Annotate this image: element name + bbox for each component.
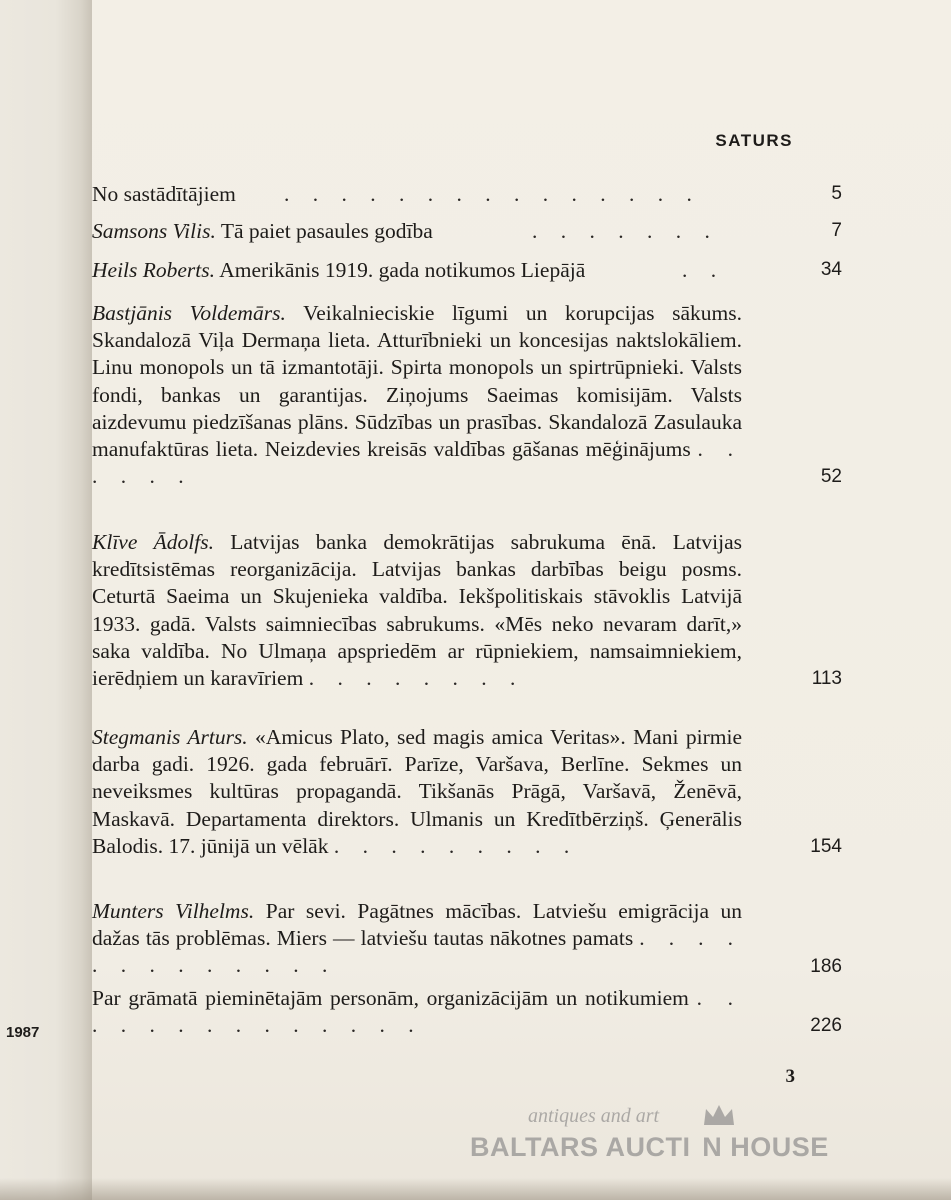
page-number: 3 bbox=[785, 1066, 795, 1087]
author-name: Stegmanis Arturs. bbox=[92, 725, 248, 749]
toc-entry-samsons bbox=[92, 215, 842, 247]
margin-year: 1987 bbox=[6, 1024, 40, 1041]
toc-entry-title: Latvijas banka demokrātijas sabrukuma ēnā. Latvijas kredītsistēmas reorganizācija. Latvijas bankas darbības beigu posms. Ceturtā Saeima un Skujenieka valdība. Iekšpolitiskais stāvoklis Latvijā 1933. gadā. Valsts saimniecības sabrukums. «Mēs neko nevaram darīt,» saka valdība. No Ulmaņa apspriedēm ar rūpniekiem, namsaimniekiem, ierēdņiem un karavīriem bbox=[92, 530, 742, 691]
page-edge-shadow bbox=[0, 1178, 951, 1200]
toc-entry-munters bbox=[92, 898, 842, 980]
author-name: Bastjānis Voldemārs. bbox=[92, 301, 286, 325]
page-ref: 113 bbox=[811, 668, 842, 690]
leader-dots: . . . . . . . . bbox=[308, 666, 525, 691]
toc-entry-bastjanis bbox=[92, 300, 842, 490]
toc-entry-stegmanis bbox=[92, 724, 842, 860]
page-ref: 52 bbox=[820, 466, 842, 488]
author-name: Munters Vilhelms. bbox=[92, 899, 255, 923]
page-ref: 226 bbox=[810, 1015, 842, 1037]
toc-entry-index bbox=[92, 985, 842, 1039]
author-name: Heils Roberts. bbox=[92, 258, 216, 282]
toc-entry-title: No sastādītājiem bbox=[92, 182, 236, 206]
leader-dots: . . . . . . bbox=[92, 437, 743, 489]
watermark-tagline: antiques and art bbox=[528, 1105, 660, 1127]
toc-entry-title: Par sevi. Pagātnes mācības. Latviešu emigrācija un dažas tās problēmas. Miers — latviešu tautas nākotnes pamats bbox=[92, 899, 743, 951]
page-ref: 5 bbox=[831, 183, 842, 204]
toc-entry-title: Par grāmatā pieminētajām personām, organizācijām un notikumiem bbox=[92, 986, 689, 1010]
toc-entry-heils bbox=[92, 254, 842, 286]
toc-entry-klive bbox=[92, 529, 842, 692]
author-name: Klīve Ādolfs. bbox=[92, 530, 214, 554]
leader-dots: . . bbox=[682, 258, 726, 282]
contents-heading: SATURS bbox=[715, 131, 793, 150]
leader-dots: . . . . . . . . . bbox=[333, 833, 579, 858]
author-name: Samsons Vilis. bbox=[92, 219, 216, 243]
page-ref: 186 bbox=[810, 955, 842, 977]
watermark-brand: BALTARS AUCTI N HOUSE bbox=[470, 1132, 829, 1162]
leader-dots: . . . . . . . . . . . . . . bbox=[92, 986, 743, 1038]
leader-dots: . . . . . . . . . . . . . . . bbox=[284, 182, 701, 206]
toc-entry-title: Amerikānis 1919. gada notikumos Liepājā bbox=[219, 258, 586, 282]
toc-entry-title: Veikalnieciskie līgumi un korupcijas sākums. Skandalozā Viļa Dermaņa lieta. Atturībnieki un koncesijas naktslokāliem. Linu monopols un tā izmantotāji. Spirta monopols un spirtrūpnieki. Valsts fondi, bankas un garantijas. Ziņojums Saeimas komisijām. Valsts aizdevumu piedzīšanas plāns. Sūdzības un prasības. Skandalozā Zasulauka manufaktūras lieta. Neizdevies kreisās valdības gāšanas mēģinājums bbox=[92, 301, 742, 462]
page-ref: 34 bbox=[820, 259, 842, 280]
toc-entry-intro bbox=[92, 178, 842, 210]
toc-entry-title: «Amicus Plato, sed magis amica Veritas». Mani pirmie darba gadi. 1926. gada februārī. Parīze, Varšava, Berlīne. Sekmes un neveiksmes kultūras propagandā. Tikšanās Prāgā, Varšavā, Ženēvā, Maskavā. Departamenta direktors. Ulmanis un Kredītbērziņš. Ģenerālis Balodis. 17. jūnijā un vēlāk bbox=[92, 725, 743, 858]
leader-dots: . . . . . . . bbox=[532, 219, 719, 243]
crown-icon bbox=[702, 1103, 736, 1129]
toc-entry-title: Tā paiet pasaules godība bbox=[220, 219, 433, 243]
page-ref: 7 bbox=[831, 220, 842, 241]
page-ref: 154 bbox=[810, 836, 842, 858]
leader-dots: . . . . . . . . . . . . . bbox=[92, 926, 742, 978]
auction-watermark bbox=[470, 1105, 870, 1175]
